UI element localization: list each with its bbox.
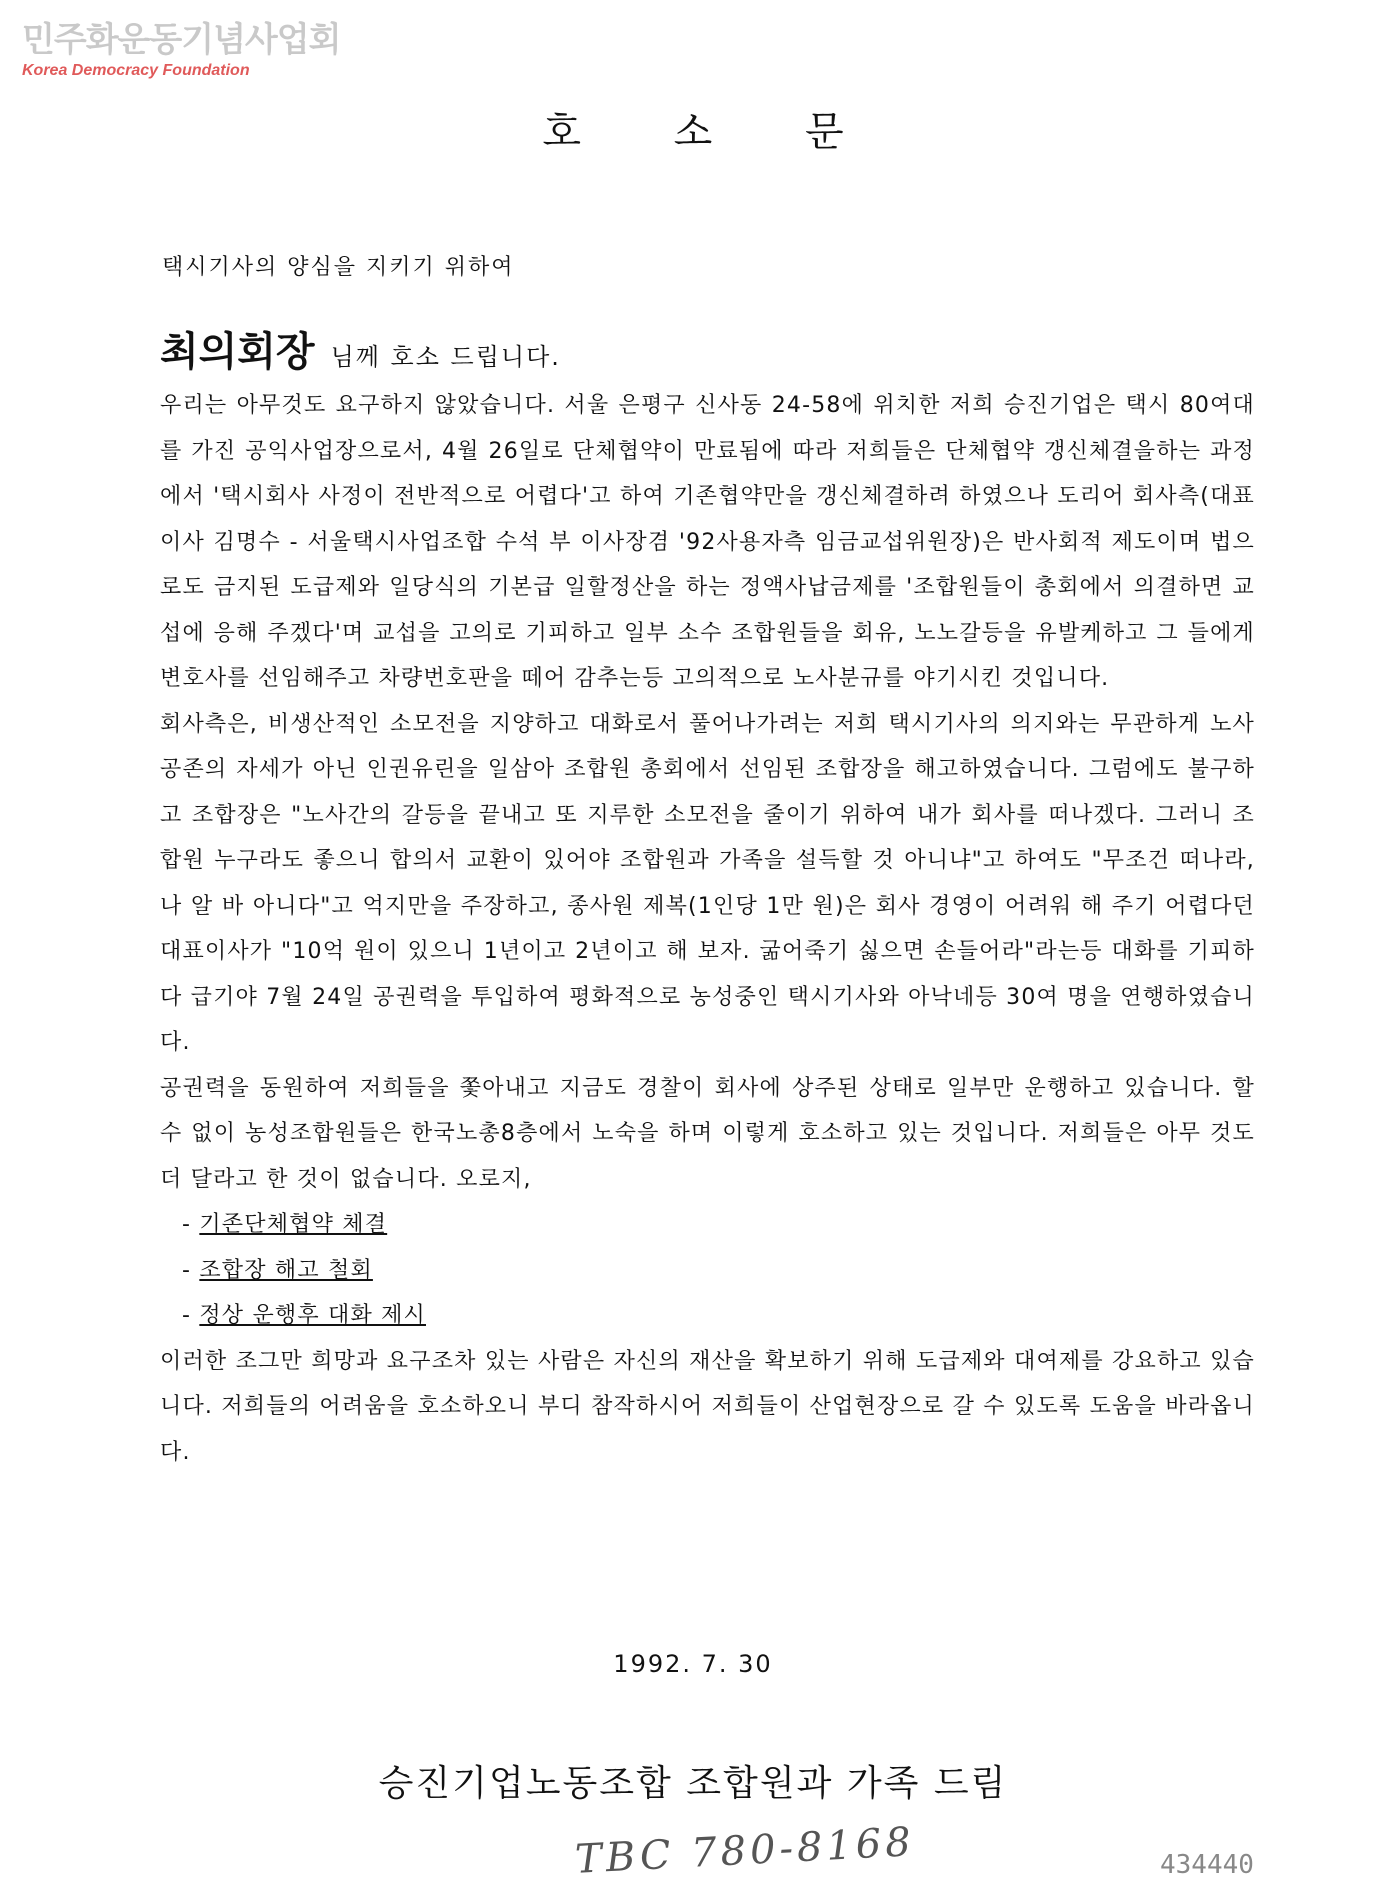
salutation-text: 님께 호소 드립니다. [330, 343, 561, 371]
watermark-english: Korea Democracy Foundation [22, 62, 250, 79]
demand-text: 기존단체협약 체결 [199, 1212, 388, 1237]
document-subtitle: 택시기사의 양심을 지키기 위하여 [162, 255, 515, 280]
demand-text: 조합장 해고 철회 [199, 1257, 373, 1283]
salutation [160, 320, 561, 377]
paragraph-2: 회사측은, 비생산적인 소모전을 지양하고 대화로서 풀어나가려는 저희 택시기사의 의지와는 무관하게 노사공존의 자세가 아닌 인권유린을 일삼아 조합원 총회에서 선임된 조합장을 해고하였습니다. 그럼에도 불구하고 조합장은 "노사간의 갈등을 끝내고 또 지루한 소모전을 줄이기 위하여 내가 회사를 떠나겠다. 그러니 조합원 누구라도 좋으니 합의서 교환이 있어야 조합원과 가족을 설득할 것 아니냐"고 하여도 "무조건 떠나라, 나 알 바 아니다"고 억지만을 주장하고, 종사원 제복(1인당 1만 원)은 회사 경영이 어려워 해 주기 어렵다던 대표이사가 "10억 원이 있으니 1년이고 2년이고 해 보자. 굶어죽기 싫으면 손들어라"라는등 대화를 기피하다 급기야 7월 24일 공권력을 투입하여 평화적으로 농성중인 택시기사와 아낙네등 30여 명을 연행하였습니다. [160, 711, 1255, 1055]
demand-item: - 조합장 해고 철회 [182, 1257, 373, 1283]
demand-list [160, 1202, 1255, 1339]
signature: 승진기업노동조합 조합원과 가족 드림 [378, 1763, 1008, 1804]
watermark-korean: 민주화운동기념사업회 [22, 20, 341, 60]
document-number: 434440 [1160, 1850, 1254, 1880]
document-title: 호 소 문 [542, 109, 884, 155]
watermark [22, 20, 340, 80]
letter-body [160, 383, 1255, 1475]
document-date: 1992. 7. 30 [613, 1650, 773, 1678]
paragraph-3: 공권력을 동원하여 저희들을 쫓아내고 지금도 경찰이 회사에 상주된 상태로 일부만 운행하고 있습니다. 할 수 없이 농성조합원들은 한국노총8층에서 노숙을 하며 이렇게 호소하고 있는 것입니다. 저희들은 아무 것도 더 달라고 한 것이 없습니다. 오로지, [160, 1075, 1255, 1192]
demand-item: - 정상 운행후 대화 제시 [182, 1303, 426, 1328]
handwritten-archive-code: TBC 780-8168 [574, 1819, 916, 1883]
demand-item: - 기존단체협약 체결 [182, 1212, 388, 1237]
handwritten-addressee: 최의회장 [160, 328, 315, 375]
closing-paragraph: 이러한 조그만 희망과 요구조차 있는 사람은 자신의 재산을 확보하기 위해 도급제와 대여제를 강요하고 있습니다. 저희들의 어려움을 호소하오니 부디 참작하시어 저희들이 산업현장으로 갈 수 있도록 도움을 바라옵니다. [160, 1348, 1255, 1465]
paragraph-1: 우리는 아무것도 요구하지 않았습니다. 서울 은평구 신사동 24-58에 위치한 저희 승진기업은 택시 80여대를 가진 공익사업장으로서, 4월 26일로 단체협약이 만료됨에 따라 저희들은 단체협약 갱신체결을하는 과정에서 '택시회사 사정이 전반적으로 어렵다'고 하여 기존협약만을 갱신체결하려 하였으나 도리어 회사측(대표이사 김명수 - 서울택시사업조합 수석 부 이사장겸 '92사용자측 임금교섭위원장)은 반사회적 제도이며 법으로도 금지된 도급제와 일당식의 기본급 일할정산을 하는 정액사납금제를 '조합원들이 총회에서 의결하면 교섭에 응해 주겠다'며 교섭을 고의로 기피하고 일부 소수 조합원들을 회유, 노노갈등을 유발케하고 그 들에게 변호사를 선임해주고 차량번호판을 떼어 감추는등 고의적으로 노사분규를 야기시킨 것입니다. [160, 393, 1255, 691]
demand-text: 정상 운행후 대화 제시 [199, 1303, 426, 1328]
